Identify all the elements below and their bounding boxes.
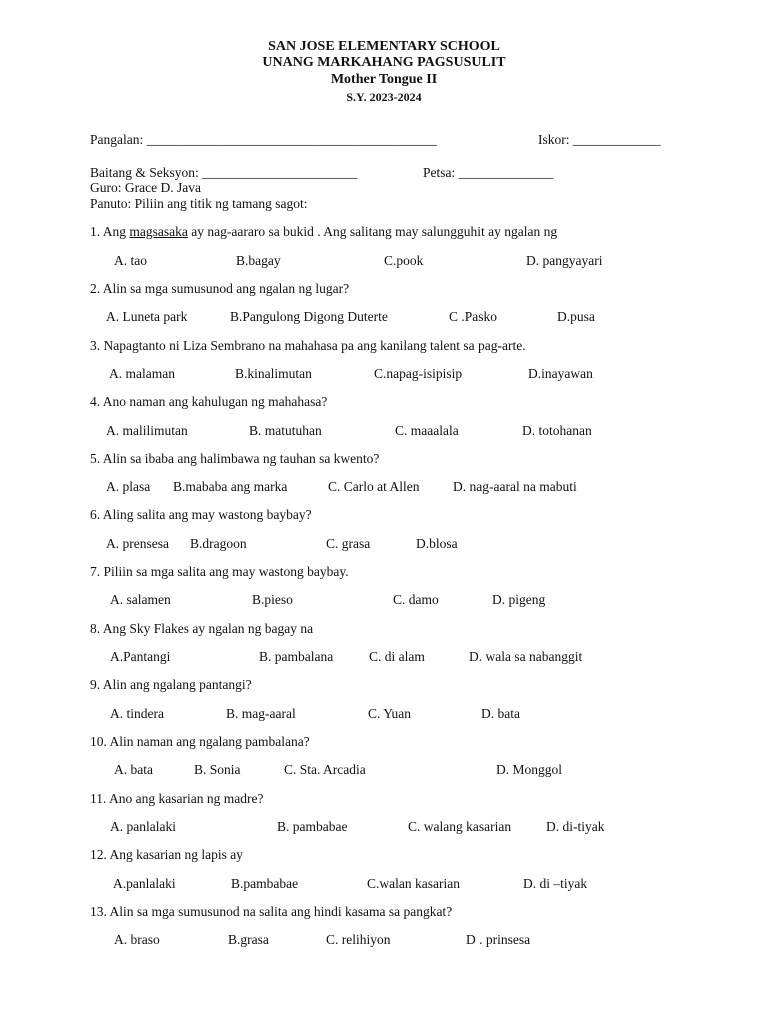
choice-9b: B. mag-aaral <box>226 706 296 721</box>
instructions: Panuto: Piliin ang titik ng tamang sagot: <box>90 196 308 211</box>
choice-13b: B.grasa <box>228 932 269 947</box>
choice-7b: B.pieso <box>252 592 293 607</box>
exam-title: UNANG MARKAHANG PAGSUSULIT <box>262 55 506 70</box>
choice-8c: C. di alam <box>369 649 425 664</box>
choice-10a: A. bata <box>114 762 153 777</box>
choice-6b: B.dragoon <box>190 536 247 551</box>
question-3: 3. Napagtanto ni Liza Sembrano na mahahasa pa ang kanilang talent sa pag-arte. <box>90 338 526 353</box>
choice-6d: D.blosa <box>416 536 458 551</box>
underlined-word: magsasaka <box>129 224 188 239</box>
choice-8a: A.Pantangi <box>110 649 171 664</box>
choice-11d: D. di-tiyak <box>546 819 605 834</box>
choice-9a: A. tindera <box>110 706 164 721</box>
choice-7a: A. salamen <box>110 592 171 607</box>
choice-1d: D. pangyayari <box>526 253 603 268</box>
choice-1b: B.bagay <box>236 253 281 268</box>
question-5: 5. Alin sa ibaba ang halimbawa ng tauhan sa kwento? <box>90 451 380 466</box>
choice-6c: C. grasa <box>326 536 371 551</box>
choice-8b: B. pambalana <box>259 649 334 664</box>
question-4: 4. Ano naman ang kahulugan ng mahahasa? <box>90 394 328 409</box>
grade-section-field: Baitang & Seksyon: _______________________ <box>90 165 358 180</box>
question-1 <box>90 224 557 240</box>
choice-9d: D. bata <box>481 706 520 721</box>
choice-4b: B. matutuhan <box>249 423 322 438</box>
choice-12d: D. di –tiyak <box>523 876 588 891</box>
choice-8d: D. wala sa nabanggit <box>469 649 583 664</box>
choice-12b: B.pambabae <box>231 876 299 891</box>
choice-11c: C. walang kasarian <box>408 819 512 834</box>
choice-1c: C.pook <box>384 253 424 268</box>
name-field: Pangalan: ___________________________________________ <box>90 132 437 147</box>
choice-11a: A. panlalaki <box>110 819 176 834</box>
question-2: 2. Alin sa mga sumusunod ang ngalan ng lugar? <box>90 281 350 296</box>
choice-5c: C. Carlo at Allen <box>328 479 420 494</box>
question-10: 10. Alin naman ang ngalang pambalana? <box>90 734 310 749</box>
choice-2c: C .Pasko <box>449 309 498 324</box>
question-12: 12. Ang kasarian ng lapis ay <box>90 847 243 862</box>
choice-1a: A. tao <box>114 253 147 268</box>
question-8: 8. Ang Sky Flakes ay ngalan ng bagay na <box>90 621 314 636</box>
question-7: 7. Piliin sa mga salita ang may wastong baybay. <box>90 564 349 579</box>
question-13: 13. Alin sa mga sumusunod na salita ang hindi kasama sa pangkat? <box>90 904 453 919</box>
choice-9c: C. Yuan <box>368 706 411 721</box>
choice-2a: A. Luneta park <box>106 309 188 324</box>
choice-4d: D. totohanan <box>522 423 592 438</box>
score-field: Iskor: _____________ <box>538 132 661 147</box>
date-field: Petsa: ______________ <box>423 165 554 180</box>
school-name: SAN JOSE ELEMENTARY SCHOOL <box>268 39 500 54</box>
teacher-name: Guro: Grace D. Java <box>90 180 201 195</box>
choice-10b: B. Sonia <box>194 762 241 777</box>
question-9: 9. Alin ang ngalang pantangi? <box>90 677 252 692</box>
choice-5b: B.mababa ang marka <box>173 479 288 494</box>
choice-10c: C. Sta. Arcadia <box>284 762 366 777</box>
choice-13a: A. braso <box>114 932 160 947</box>
question-11: 11. Ano ang kasarian ng madre? <box>90 791 264 806</box>
choice-10d: D. Monggol <box>496 762 563 777</box>
choice-5a: A. plasa <box>106 479 151 494</box>
choice-13c: C. relihiyon <box>326 932 391 947</box>
school-year: S.Y. 2023-2024 <box>346 90 422 104</box>
choice-7c: C. damo <box>393 592 439 607</box>
choice-5d: D. nag-aaral na mabuti <box>453 479 577 494</box>
choice-4c: C. maaalala <box>395 423 459 438</box>
choice-12a: A.panlalaki <box>113 876 176 891</box>
choice-7d: D. pigeng <box>492 592 546 607</box>
choice-3b: B.kinalimutan <box>235 366 312 381</box>
choice-3a: A. malaman <box>109 366 175 381</box>
choice-12c: C.walan kasarian <box>367 876 460 891</box>
choice-2b: B.Pangulong Digong Duterte <box>230 309 388 324</box>
subject-title: Mother Tongue II <box>330 72 438 87</box>
question-1-suffix: ay nag-aararo sa bukid . Ang salitang may salungguhit ay ngalan ng <box>187 224 558 239</box>
question-1-prefix: 1. Ang <box>90 224 130 239</box>
choice-4a: A. malilimutan <box>106 423 188 438</box>
choice-3c: C.napag-isipisip <box>374 366 463 381</box>
choice-2d: D.pusa <box>557 309 595 324</box>
choice-6a: A. prensesa <box>106 536 169 551</box>
choice-3d: D.inayawan <box>528 366 593 381</box>
choice-13d: D . prinsesa <box>466 932 531 947</box>
question-6: 6. Aling salita ang may wastong baybay? <box>90 507 312 522</box>
choice-11b: B. pambabae <box>277 819 348 834</box>
